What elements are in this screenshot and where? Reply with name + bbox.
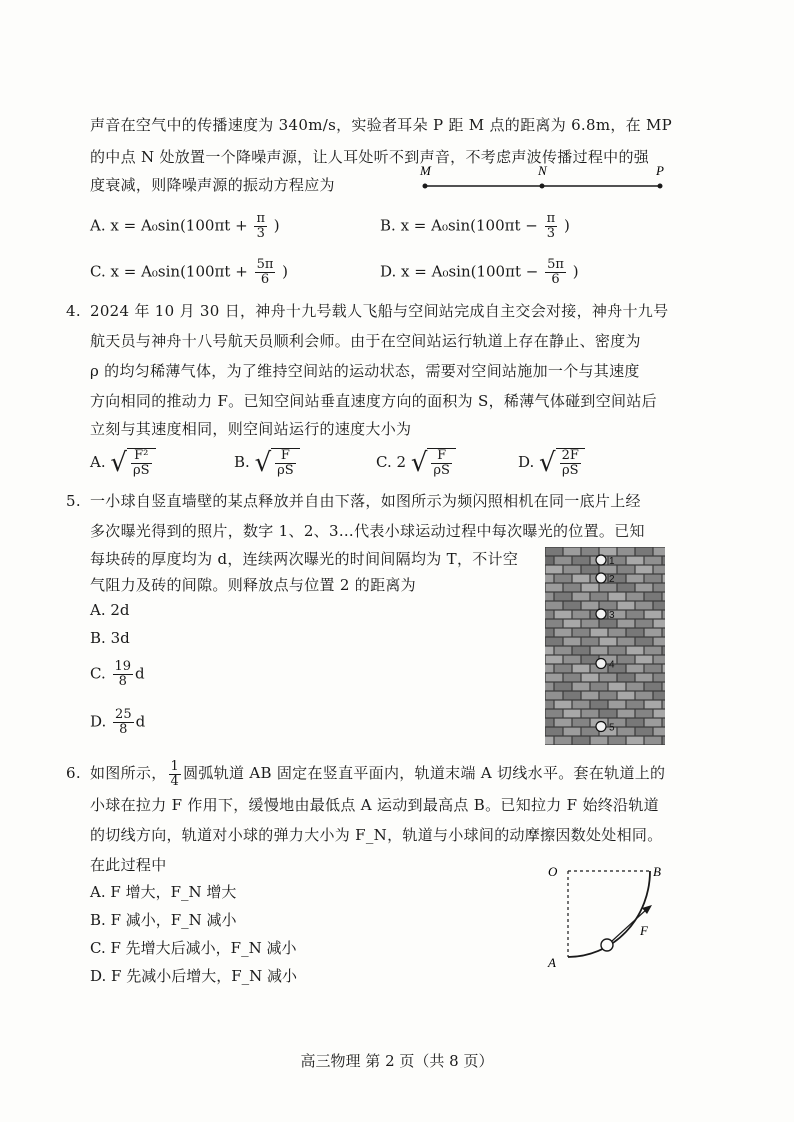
q5-option-c[interactable]: C. $\frac{19}{8}$ d <box>90 659 145 689</box>
q5-line3: 每块砖的厚度均为 d，连续两次曝光的时间间隔均为 T，不计空 <box>90 550 519 568</box>
q4-line3: ρ 的均匀稀薄气体，为了维持空间站的运动状态，需要对空间站施加一个与其速度 <box>90 362 640 380</box>
label-b: B <box>653 864 661 879</box>
q4-line1: 4. 2024 年 10 月 30 日，神舟十九号载人飞船与空间站完成自主交会对接，神舟十九号 <box>66 302 669 320</box>
q3-mnp-diagram <box>410 160 680 200</box>
q3-option-c[interactable]: C. x = A₀sin(100πt + $\frac{5\pi}{6}$ ) <box>90 257 289 287</box>
ball-position <box>596 722 606 732</box>
brick-wall-photo <box>545 547 665 745</box>
q6-option-d[interactable]: D. F 先减小后增大，F_N 减小 <box>90 967 298 985</box>
label-o: O <box>548 864 558 879</box>
ball-position <box>596 573 606 583</box>
ball-position-label: 2 <box>609 574 615 585</box>
ball-position-label: 5 <box>609 722 615 734</box>
q5-line2: 多次曝光得到的照片，数字 1、2、3…代表小球运动过程中每次曝光的位置。已知 <box>90 522 645 540</box>
q5-option-b[interactable]: B. 3d <box>90 629 130 647</box>
q3-line1: 声音在空气中的传播速度为 340m/s，实验者耳朵 P 距 M 点的距离为 6.8m，在 MP <box>90 116 673 134</box>
sqrt-symbol: √ <box>254 448 272 478</box>
label-n: N <box>538 163 547 178</box>
q4-option-a[interactable]: A. √ $\frac{\text{F²}}{\rho S}$ <box>90 448 156 478</box>
ball-position-label: 1 <box>609 556 615 567</box>
q3-line3: 度衰减，则降噪声源的振动方程应为 <box>90 176 335 194</box>
q4-line4: 方向相同的推动力 F。已知空间站垂直速度方向的面积为 S，稀薄气体碰到空间站后 <box>90 392 657 410</box>
q6-line2: 小球在拉力 F 作用下，缓慢地由最低点 A 运动到最高点 B。已知拉力 F 始终沿轨道 <box>90 796 659 814</box>
sqrt-symbol: √ <box>410 448 428 478</box>
q4-line5: 立刻与其速度相同，则空间站运行的速度大小为 <box>90 420 412 438</box>
q6-option-a[interactable]: A. F 增大，F_N 增大 <box>90 883 237 901</box>
ball-position <box>596 555 606 565</box>
ball-position <box>596 659 606 669</box>
q5-option-a[interactable]: A. 2d <box>90 601 130 619</box>
q6-line4: 在此过程中 <box>90 856 167 874</box>
q6-line3: 的切线方向，轨道对小球的弹力大小为 F_N，轨道与小球间的动摩擦因数处处相同。 <box>90 826 663 844</box>
q5-line1: 5. 一小球自竖直墙壁的某点释放并自由下落，如图所示为频闪照相机在同一底片上经 <box>66 492 641 510</box>
q3-option-b[interactable]: B. x = A₀sin(100πt − $\frac{\pi}{3}$ ) <box>380 211 570 241</box>
q4-line2: 航天员与神舟十八号航天员顺利会师。由于在空间站运行轨道上存在静止、密度为 <box>90 332 641 350</box>
q4-option-b[interactable]: B. √ $\frac{F}{\rho S}$ <box>234 448 300 478</box>
q6-option-b[interactable]: B. F 减小，F_N 减小 <box>90 911 237 929</box>
q3-option-a[interactable]: A. x = A₀sin(100πt + $\frac{\pi}{3}$ ) <box>90 211 280 241</box>
label-p: P <box>656 163 664 178</box>
label-f: F <box>640 923 648 938</box>
ball-position-label: 4 <box>609 659 615 671</box>
q6-option-c[interactable]: C. F 先增大后减小，F_N 减小 <box>90 939 297 957</box>
page-footer: 高三物理 第 2 页（共 8 页） <box>300 1052 494 1070</box>
q3-option-d[interactable]: D. x = A₀sin(100πt − $\frac{5\pi}{6}$ ) <box>380 257 579 287</box>
q5-line4: 气阻力及砖的间隙。则释放点与位置 2 的距离为 <box>90 576 416 594</box>
q6-line1: 6. 如图所示， $\frac{1}{4}$ 圆弧轨道 AB 固定在竖直平面内，轨道末端 A 切线水平。套在轨道上的 <box>66 758 666 789</box>
sqrt-symbol: √ <box>110 448 127 478</box>
ball-position <box>596 609 606 619</box>
q4-option-c[interactable]: C. 2 √ $\frac{F}{\rho S}$ <box>376 448 456 478</box>
sqrt-symbol: √ <box>539 448 556 478</box>
q4-option-d[interactable]: D. √ $\frac{2F}{\rho S}$ <box>518 448 585 478</box>
quarter-arc-track-diagram <box>540 855 670 975</box>
q5-option-d[interactable]: D. $\frac{25}{8}$ d <box>90 707 146 737</box>
label-a: A <box>548 955 556 970</box>
ball-position-label: 3 <box>609 610 615 621</box>
q3-line2: 的中点 N 处放置一个降噪声源，让人耳处听不到声音，不考虑声波传播过程中的强 <box>90 148 650 166</box>
label-m: M <box>420 163 431 178</box>
